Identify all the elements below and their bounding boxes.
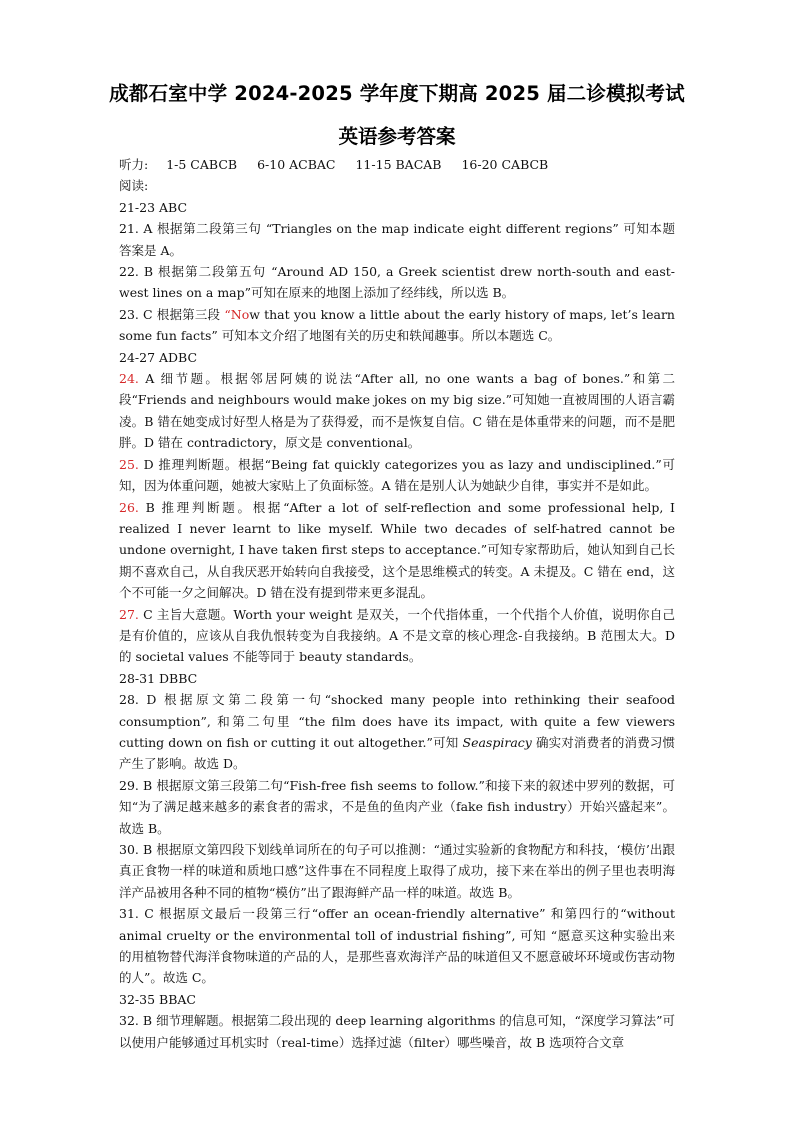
listening-group: 11-15 BACAB [355, 157, 442, 172]
answer-body [119, 154, 675, 1053]
listening-group: 16-20 CABCB [461, 157, 549, 172]
answer-item [119, 839, 675, 903]
answer-item [119, 368, 675, 454]
item-explanation: 根据第三段 [152, 306, 225, 322]
item-number: 21. A [119, 221, 153, 237]
item-explanation: A 细节题。根据邻居阿姨的说法“After all, no one wants a bag of bones.”和第二段“Friends and neighbours would make jokes on my big size.”可知她一直被周围的人语言霸凌。B 错在她变成讨好型人格是为了获得爱，而不是恢复自信。C 错在是体重带来的问题，而不是肥胖。D 错在 contradictory，原文是 conventional。 [119, 371, 675, 451]
answer-item [119, 454, 675, 497]
item-explanation: B 细节理解题。根据第二段出现的 deep learning algorithms 的信息可知，“深度学习算法”可以使用户能够通过耳机实时（real-time）选择过滤（filter）哪些噪音，故 B 选项符合文章 [119, 1013, 675, 1050]
section-range: 28-31 DBBC [119, 670, 198, 686]
item-explanation-rest: 确实对消费者的消费习惯产生了影响。故选 D。 [119, 734, 675, 772]
listening-group: 6-10 ACBAC [257, 157, 336, 172]
listening-answers [119, 154, 675, 175]
listening-label: 听力: [119, 157, 149, 172]
answer-item [119, 689, 675, 775]
item-explanation: 根据第二段第五句 “Around AD 150, a Greek scientist drew north-south and east-west lines on a map”可知在原来的地图上添加了经纬线，所以选 B。 [119, 264, 676, 301]
answer-item [119, 497, 675, 604]
section-range: 32-35 BBAC [119, 991, 196, 1007]
item-number: 28. D [119, 692, 157, 708]
item-explanation: C 主旨大意题。Worth your weight 是双关，一个代指体重，一个代指个人价值，说明你自己是有价值的，应该从自我仇恨转变为自我接纳。A 不是文章的核心理念-自我接纳。B 范围太大。D 的 societal values 不能等同于 beauty standards。 [119, 606, 675, 665]
section-range: 21-23 ABC [119, 199, 188, 215]
answer-item [119, 604, 675, 668]
answer-item [119, 304, 675, 347]
item-explanation: D 推理判断题。根据“Being fat quickly categorizes you as lazy and undisciplined.”可知，因为体重问题，她被大家贴上了负面标签。A 错在是别人认为她缺少自律，事实并不是如此。 [119, 456, 675, 494]
listening-group: 1-5 CABCB [166, 157, 238, 172]
item-number: 30. B [119, 842, 153, 857]
item-number: 25. [119, 456, 139, 472]
item-number: 27. [119, 606, 139, 622]
exam-title: 成都石室中学 2024-2025 学年度下期高 2025 届二诊模拟考试 [109, 82, 685, 105]
item-number: 24. [119, 371, 139, 387]
item-explanation-rest: w that you know a little about the early history of maps, let’s learn some fun facts” 可知本文介绍了地图有关的历史和轶闻趣事。所以本题选 C。 [119, 306, 675, 344]
highlighted-quote: “No [224, 306, 250, 322]
film-title: Seaspiracy [462, 734, 532, 750]
answer-item [119, 903, 675, 989]
item-number: 32. [119, 1013, 139, 1029]
item-explanation: 根据原文第二段第一句“shocked many people into rethinking their seafood consumption”, 和第二句里 “the film does have its impact, with quite a few viewers cutting down on fish or cutting it out altogether.”可知 [119, 692, 675, 750]
answer-item [119, 1010, 675, 1053]
answer-item [119, 261, 675, 304]
reading-label: 阅读: [119, 178, 149, 194]
answer-item [119, 218, 675, 261]
item-explanation: 根据原文第四段下划线单词所在的句子可以推测：“通过实验新的食物配方和科技，‘模仿’出跟真正食物一样的味道和质地口感”这件事在不同程度上取得了成功，接下来在举出的例子里也表明海洋产品被用各种不同的植物“模仿”出了跟海鲜产品一样的味道。故选 B。 [119, 842, 676, 900]
item-explanation: B 推理判断题。根据“After a lot of self-reflection and some professional help, I realized I never learnt to like myself. While two decades of self-hatred cannot be undone overnight, I have taken first steps to acceptance.”可知专家帮助后，她认知到自己长期不喜欢自己，从自我厌恶开始转向自我接受，这个是思维模式的转变。A 未提及。C 错在 end，这个不可能一夕之间解决。D 错在没有提到带来更多混乱。 [119, 499, 675, 601]
item-explanation: 根据原文第三段第二句“Fish-free fish seems to follow.”和接下来的叙述中罗列的数据，可知“为了满足越来越多的素食者的需求，不是鱼的鱼肉产业（fake fish industry）开始兴盛起来”。故选 B。 [119, 777, 675, 836]
item-number: 22. B [119, 264, 154, 280]
item-number: 23. C [119, 306, 153, 322]
answer-item [119, 775, 675, 839]
exam-subtitle: 英语参考答案 [338, 125, 456, 148]
item-number: 29. B [119, 777, 153, 793]
section-range: 24-27 ADBC [119, 349, 198, 365]
item-explanation: 根据原文最后一段第三行“offer an ocean-friendly alternative” 和第四行的“without animal cruelty or the environmental toll of industrial fishing”, 可知 “愿意买这种实验出来的用植物替代海洋食物味道的产品的人，是那些喜欢海洋产品的味道但又不愿意破坏环境或伤害动物的人”。故选 C。 [119, 906, 675, 986]
item-explanation: 根据第二段第三句 “Triangles on the map indicate eight different regions” 可知本题答案是 A。 [119, 221, 675, 258]
item-number: 26. [119, 499, 139, 515]
item-number: 31. C [119, 906, 154, 922]
